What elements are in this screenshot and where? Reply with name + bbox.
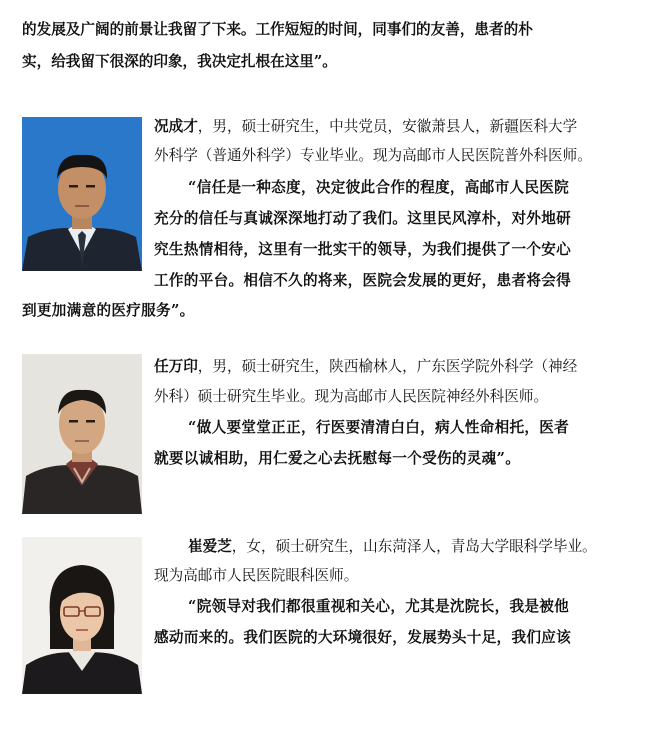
quote-line: 感动而来的。我们医院的大环境很好，发展势头十足，我们应该: [154, 629, 572, 646]
quote-line: “做人要堂堂正正，行医要清清白白，病人性命相托，医者: [188, 419, 570, 436]
profile-bio-text: ，男，硕士研究生，陕西榆林人，广东医学院外科学（神经: [197, 358, 578, 375]
portrait-photo: [22, 354, 142, 514]
quote-line: “院领导对我们都很重视和关心，尤其是沈院长，我是被他: [188, 598, 570, 615]
quote-line: 工作的平台。相信不久的将来，医院会发展的更好，患者将会得: [154, 272, 572, 289]
profile-bio-line-1: [154, 117, 577, 137]
profile-name: 况成才: [154, 118, 198, 135]
profile-bio-line-1: [188, 537, 597, 557]
portrait-photo: [22, 537, 142, 694]
portrait-photo: [22, 117, 142, 271]
profile-bio-line-1: [154, 357, 577, 377]
quote-line: 究生热情相待，这里有一批实干的领导，为我们提供了一个安心: [154, 241, 572, 258]
profile-bio-line-2: 现为高邮市人民医院眼科医师。: [154, 567, 359, 584]
profile-bio-text: ，男，硕士研究生，中共党员，安徽萧县人，新疆医科大学: [197, 118, 578, 135]
quote-line: “信任是一种态度，决定彼此合作的程度，高邮市人民医院: [188, 179, 570, 196]
intro-line-1: 的发展及广阔的前景让我留了下来。工作短短的时间，同事们的友善，患者的朴: [22, 21, 533, 38]
profile-bio-text: ，女，硕士研究生，山东菏泽人，青岛大学眼科学毕业。: [231, 538, 597, 555]
profile-name: 崔爱芝: [188, 538, 232, 555]
quote-line: 到更加满意的医疗服务”。: [22, 302, 195, 319]
quote-line: 充分的信任与真诚深深地打动了我们。这里民风淳朴，对外地研: [154, 210, 572, 227]
profile-bio-line-2: 外科学（普通外科学）专业毕业。现为高邮市人民医院普外科医师。: [154, 147, 592, 164]
quote-line: 就要以诚相助，用仁爱之心去抚慰每一个受伤的灵魂”。: [154, 450, 521, 467]
intro-line-2: 实，给我留下很深的印象，我决定扎根在这里”。: [22, 53, 337, 70]
profile-name: 任万印: [154, 358, 198, 375]
profile-bio-line-2: 外科）硕士研究生毕业。现为高邮市人民医院神经外科医师。: [154, 388, 549, 405]
